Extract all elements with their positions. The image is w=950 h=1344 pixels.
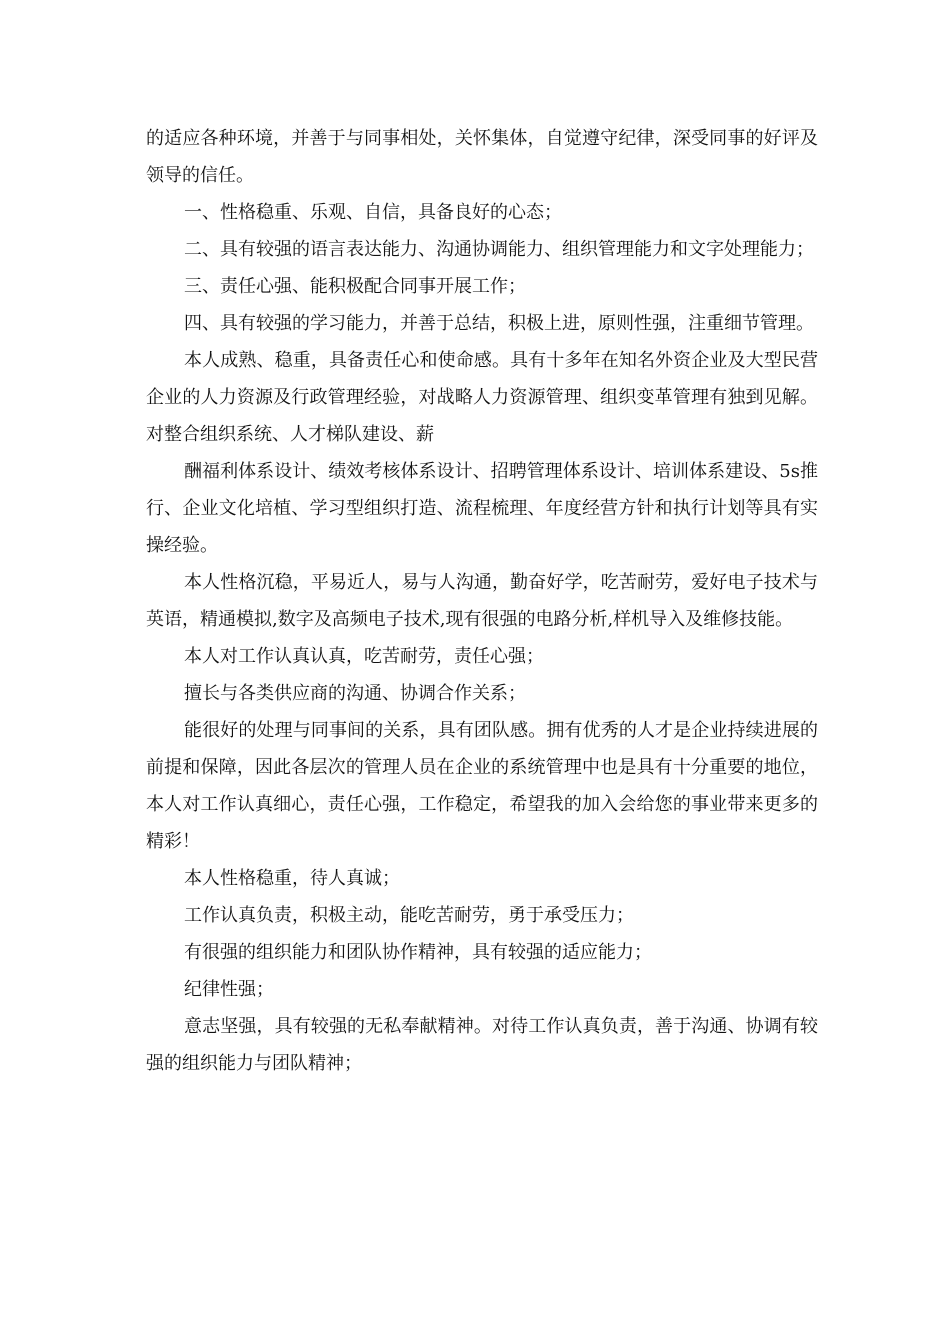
document-body [146,120,818,1082]
paragraph: 本人对工作认真认真，吃苦耐劳，责任心强； [184,646,544,667]
paragraph: 本人性格沉稳，平易近人，易与人沟通，勤奋好学，吃苦耐劳，爱好电子技术与英语，精通模拟,数字及高频电子技术,现有很强的电路分析,样机导入及维修技能。 [146,572,818,630]
paragraph: 本人成熟、稳重，具备责任心和使命感。具有十多年在知名外资企业及大型民营企业的人力资源及行政管理经验，对战略人力资源管理、组织变革管理有独到见解。对整合组织系统、人才梯队建设、薪 [146,350,818,445]
paragraph: 酬福利体系设计、绩效考核体系设计、招聘管理体系设计、培训体系建设、5s推行、企业文化培植、学习型组织打造、流程梳理、年度经营方针和执行计划等具有实操经验。 [146,461,818,556]
paragraph: 工作认真负责，积极主动，能吃苦耐劳，勇于承受压力； [184,905,634,926]
paragraph: 四、具有较强的学习能力，并善于总结，积极上进，原则性强，注重细节管理。 [184,313,814,334]
paragraph: 的适应各种环境，并善于与同事相处，关怀集体，自觉遵守纪律，深受同事的好评及领导的信任。 [146,128,818,186]
paragraph: 纪律性强； [184,979,274,1000]
paragraph: 擅长与各类供应商的沟通、协调合作关系； [184,683,526,704]
paragraph: 能很好的处理与同事间的关系，具有团队感。拥有优秀的人才是企业持续进展的前提和保障，因此各层次的管理人员在企业的系统管理中也是具有十分重要的地位，本人对工作认真细心，责任心强，工作稳定，希望我的加入会给您的事业带来更多的精彩！ [146,720,818,852]
paragraph: 二、具有较强的语言表达能力、沟通协调能力、组织管理能力和文字处理能力； [184,239,814,260]
paragraph: 本人性格稳重，待人真诚； [184,868,400,889]
paragraph: 三、责任心强、能积极配合同事开展工作； [184,276,526,297]
paragraph: 有很强的组织能力和团队协作精神，具有较强的适应能力； [184,942,652,963]
paragraph: 一、性格稳重、乐观、自信，具备良好的心态； [184,202,562,223]
paragraph: 意志坚强，具有较强的无私奉献精神。对待工作认真负责，善于沟通、协调有较强的组织能力与团队精神； [146,1016,818,1074]
